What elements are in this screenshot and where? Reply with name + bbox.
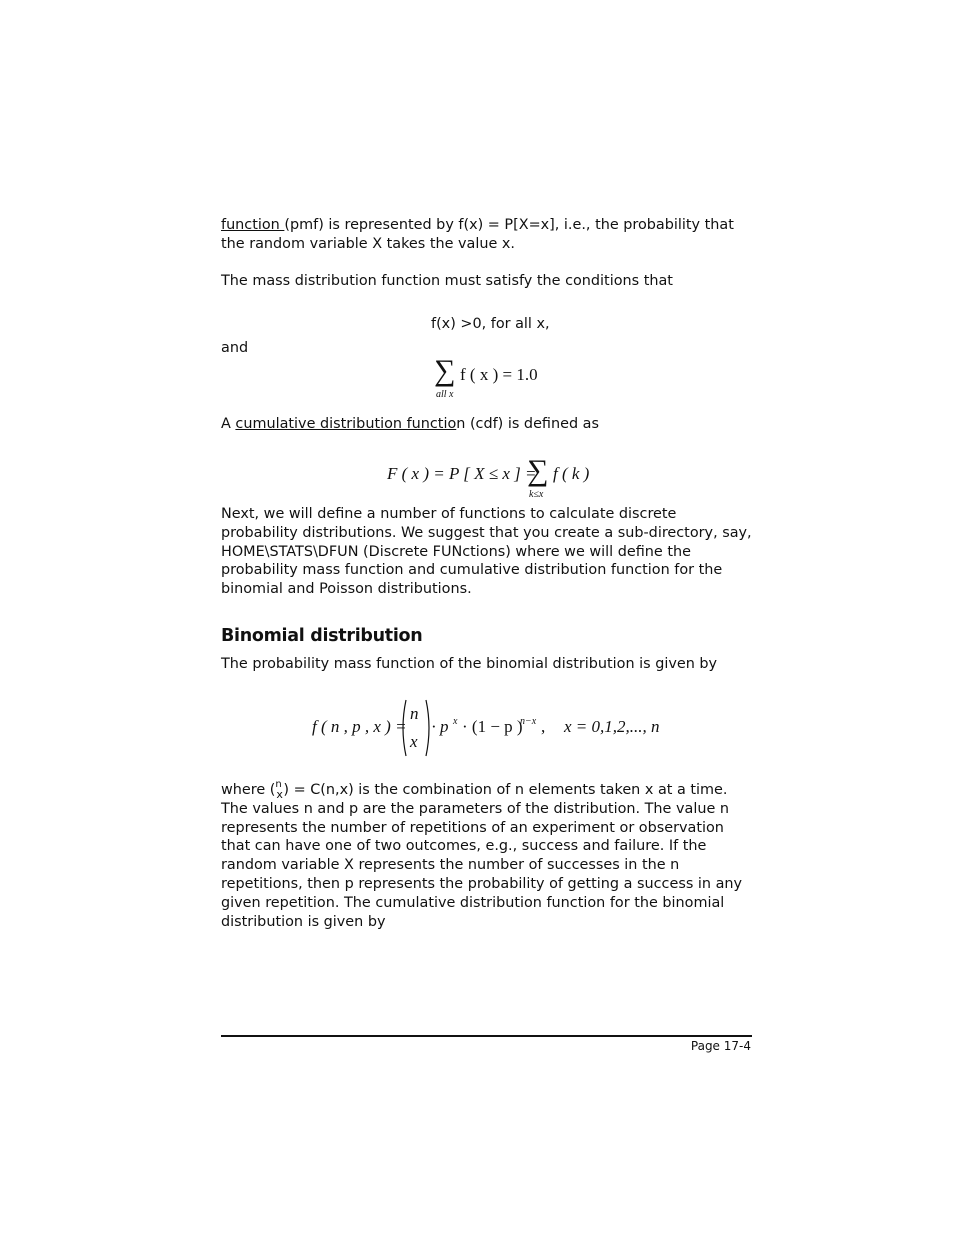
equation-binomial-exp: n−x [520, 716, 537, 727]
paragraph-combination-pre: where ( [221, 782, 276, 798]
combination-sub: x [276, 788, 283, 801]
section-heading: Binomial distribution [221, 626, 423, 646]
binomial-bottom: x [410, 732, 418, 751]
binomial-top: n [410, 704, 419, 723]
paragraph-combination-rest: ) = C(n,x) is the combination of n elements taken x at a time. The values n and p are the parameters of the distribution. The value n represents the number of repetitions of an experiment or observation that can have one of two outcomes, e.g., success and failure. If the random variable X represents the number of successes in the n repetitions, then p represents the probability of getting a success in any given repetition. The cumulative distribution function for the binomial distribution is given by [221, 782, 743, 930]
equation-binomial-p-exp: x [453, 716, 458, 727]
paragraph-cdf-pre: A [221, 416, 236, 432]
combination-sup: n [275, 779, 282, 790]
paragraph-cdf-rest: n (cdf) is defined as [456, 416, 599, 432]
paragraph-pmf-text: (pmf) is represented by f(x) = P[X=x], i.e., the probability that the random variable X takes the value x. [221, 217, 734, 252]
combination-symbol [275, 779, 283, 801]
page-number: Page 17-4 [690, 1039, 751, 1053]
sigma-symbol: ∑ [527, 454, 549, 487]
equation-binomial-comma: , [541, 717, 546, 736]
paragraph-cdf [221, 415, 756, 434]
paragraph-pmf [221, 216, 756, 254]
equation-sum-body: f ( x ) = 1.0 [460, 365, 538, 384]
and-word: and [221, 340, 249, 356]
equation-binomial-dot: · [431, 717, 437, 736]
equation-cdf-right: f ( k ) [553, 464, 590, 483]
equation-cdf-left: F ( x ) = P [ X ≤ x ] = [387, 464, 537, 483]
equation-binomial-p: p [440, 717, 449, 736]
equation-binomial-mid: · (1 − p ) [462, 717, 523, 736]
equation-binomial-range: x = 0,1,2,..., n [564, 717, 660, 736]
equation-binomial-lhs: f ( n , p , x ) = [312, 717, 407, 736]
paragraph-dfun: Next, we will define a number of functions to calculate discrete probability distributions. We suggest that you create a sub-directory, say, HOME\STATS\DFUN (Discrete FUNctions) where we will define the probability mass function and cumulative distribution function for the binomial and Poisson distributions. [221, 506, 752, 598]
equation-sum-subscript: all x [436, 389, 454, 400]
paragraph-binomial-pmf: The probability mass function of the binomial distribution is given by [221, 656, 718, 672]
equation-cdf-subscript: k≤x [529, 489, 544, 500]
term-function: function [221, 217, 285, 233]
paragraph-conditions: The mass distribution function must satisfy the conditions that [221, 273, 673, 289]
footer-rule [221, 1035, 752, 1037]
paragraph-combination [221, 781, 756, 931]
sigma-symbol: ∑ [434, 354, 456, 387]
term-cdf: cumulative distribution functio [235, 416, 457, 432]
condition-positive: f(x) >0, for all x, [431, 316, 550, 332]
